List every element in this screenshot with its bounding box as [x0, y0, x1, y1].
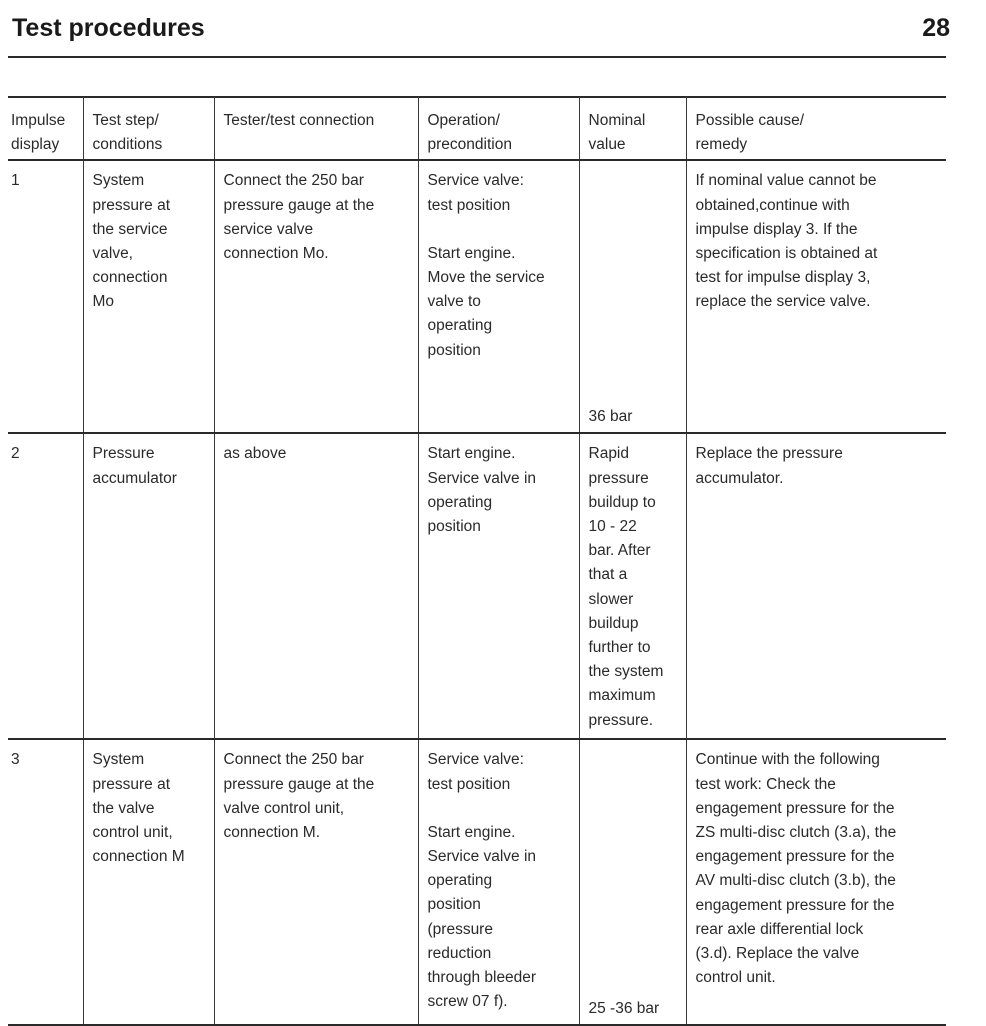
text-line: obtained,continue with [695, 196, 850, 214]
text-line: pressure at [92, 775, 171, 793]
text-line: connection M. [223, 824, 320, 842]
text-line: the system [588, 663, 664, 681]
text-line: 25 -36 bar [588, 1000, 660, 1018]
text-line: accumulator [92, 469, 177, 487]
text-line: as above [223, 445, 287, 463]
text-line: pressure gauge at the [223, 196, 375, 214]
col-header-connection [214, 96, 418, 160]
text-line: bar. After [588, 542, 651, 560]
col-header-nominal [579, 96, 686, 160]
text-line: test position [427, 196, 511, 214]
text-line: slower [588, 590, 634, 608]
text-line: Tester/test connection [223, 112, 375, 129]
text-line: 10 - 22 [588, 518, 637, 536]
text-line: engagement pressure for the [695, 799, 895, 817]
connection-cell [214, 433, 418, 739]
text-line: control unit. [695, 969, 776, 987]
text-line: connection Mo. [223, 245, 329, 263]
text-line: remedy [695, 136, 748, 154]
text-line: engagement pressure for the [695, 896, 895, 914]
text-line: valve to [427, 293, 481, 311]
text-line: Connect the 250 bar [223, 172, 364, 190]
nominal-cell [579, 739, 686, 1025]
nominal-cell [579, 433, 686, 739]
text-line: pressure at [92, 196, 171, 214]
text-line: engagement pressure for the [695, 848, 895, 866]
text-line: the valve [92, 799, 155, 817]
impulse-cell: 1 [8, 160, 83, 433]
cause-cell [686, 160, 946, 433]
text-line: impulse display 3. If the [695, 220, 858, 238]
col-header-step [83, 96, 214, 160]
operation-cell [418, 739, 579, 1025]
connection-cell [214, 160, 418, 433]
text-line: accumulator. [695, 469, 784, 487]
text-line: further to [588, 639, 651, 657]
text-line: specification is obtained at [695, 245, 878, 263]
text-line: Possible cause/ [695, 112, 805, 129]
text-line: connection M [92, 848, 185, 866]
paragraph-gap [428, 797, 573, 821]
text-line: reduction [427, 944, 492, 962]
table-row [8, 433, 946, 739]
nominal-cell [579, 160, 686, 433]
connection-cell [214, 739, 418, 1025]
text-line: replace the service valve. [695, 293, 871, 311]
text-line: operating [427, 493, 493, 511]
text-line: Service valve in [427, 469, 537, 487]
step-cell [83, 433, 214, 739]
paragraph-gap [428, 218, 573, 242]
text-line: control unit, [92, 824, 173, 842]
text-line: Replace the pressure [695, 445, 843, 463]
text-line: pressure [588, 469, 649, 487]
text-line: Service valve: [427, 751, 524, 769]
step-cell [83, 739, 214, 1025]
text-line: through bleeder [427, 969, 537, 987]
col-header-operation [418, 96, 579, 160]
text-line: Mo [92, 293, 115, 311]
text-line: System [92, 751, 145, 769]
impulse-cell: 2 [8, 433, 83, 739]
col-header-impulse [8, 96, 83, 160]
step-cell [83, 160, 214, 433]
text-line: Start engine. [427, 445, 516, 463]
cause-cell [686, 433, 946, 739]
text-line: valve control unit, [223, 799, 345, 817]
text-line: AV multi-disc clutch (3.b), the [695, 872, 896, 890]
text-line: Service valve: [427, 172, 524, 190]
text-line: position [427, 341, 481, 359]
text-line: ZS multi-disc clutch (3.a), the [695, 824, 897, 842]
text-line: value [588, 136, 626, 154]
text-line: (3.d). Replace the valve [695, 945, 860, 963]
text-line: precondition [427, 136, 512, 154]
text-line: Pressure [92, 445, 155, 463]
text-line: (pressure [427, 920, 493, 938]
text-line: 36 bar [588, 408, 633, 426]
text-line: rear axle differential lock [695, 920, 864, 938]
text-line: Connect the 250 bar [223, 751, 364, 769]
text-line: service valve [223, 220, 314, 238]
text-line: Move the service [427, 269, 545, 287]
text-line: operating [427, 872, 493, 890]
text-line: buildup [588, 614, 639, 632]
text-line: buildup to [588, 493, 656, 511]
page-title: Test procedures [12, 14, 205, 42]
text-line: maximum [588, 687, 656, 705]
text-line: System [92, 172, 145, 190]
impulse-cell: 3 [8, 739, 83, 1025]
text-line: position [427, 518, 481, 536]
text-line: test work: Check the [695, 775, 836, 793]
table-row [8, 160, 946, 433]
text-line: the service [92, 220, 168, 238]
text-line: position [427, 896, 481, 914]
text-line: test for impulse display 3, [695, 269, 871, 287]
text-line: connection [92, 269, 168, 287]
text-line: If nominal value cannot be [695, 172, 877, 190]
text-line: Start engine. [427, 244, 516, 262]
table-row [8, 739, 946, 1025]
text-line: Test step/ [92, 112, 159, 129]
text-line: Impulse [11, 112, 66, 129]
text-line: pressure gauge at the [223, 775, 375, 793]
operation-cell [418, 433, 579, 739]
text-line: operating [427, 317, 493, 335]
text-line: screw 07 f). [427, 993, 508, 1011]
operation-cell [418, 160, 579, 433]
page-number: 28 [922, 14, 950, 42]
text-line: Continue with the following [695, 751, 880, 769]
text-line: pressure. [588, 711, 654, 729]
text-line: that a [588, 566, 628, 584]
col-header-cause [686, 96, 946, 160]
text-line: Service valve in [427, 848, 537, 866]
text-line: Rapid [588, 445, 629, 463]
text-line: display [11, 136, 60, 154]
text-line: Nominal [588, 112, 646, 129]
text-line: Operation/ [427, 112, 500, 129]
header-rule [8, 56, 946, 58]
test-procedures-table [8, 96, 946, 1026]
text-line: conditions [92, 136, 163, 154]
text-line: Start engine. [427, 823, 516, 841]
cause-cell [686, 739, 946, 1025]
text-line: valve, [92, 245, 133, 263]
table-header-row [8, 96, 946, 160]
text-line: test position [427, 775, 511, 793]
